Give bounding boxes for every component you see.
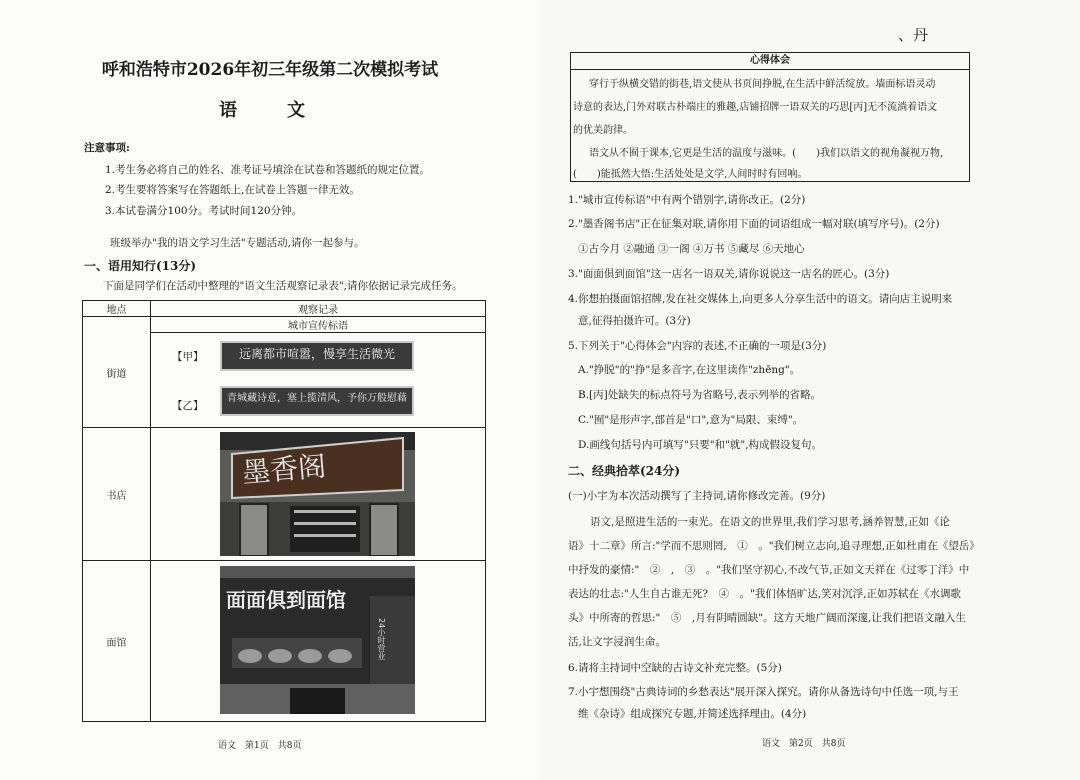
noodle-side-sign: 24小时营业 — [377, 618, 386, 661]
reflection-line: 的优美韵律。 — [573, 125, 633, 136]
notice-item: 1.考生务必将自己的姓名、准考证号填涂在试卷和答题纸的规定位置。 — [105, 164, 431, 176]
reflection-line: 穿行于纵横交错的街巷,语文使从书页间挣脱,在生活中鲜活绽放。墙面标语灵动 — [589, 79, 936, 90]
reflection-line: 诗意的表达,门外对联古朴端庄的雅趣,店铺招牌一语双关的巧思[丙]无不流淌着语文 — [573, 102, 938, 113]
option-c: C."囿"是形声字,部首是"口",意为"局限、束缚"。 — [578, 414, 804, 426]
exam-title: 呼和浩特市2026年初三年级第二次模拟考试 — [101, 60, 439, 80]
activity-intro: 班级举办"我的语文学习生活"专题活动,请你一起参与。 — [110, 237, 365, 249]
reflection-box-title: 心得体会 — [571, 53, 969, 70]
question-4: 4.你想拍摄面馆招牌,发在社交媒体上,向更多人分享生活中的语文。请向店主说明来 — [568, 293, 953, 305]
reflection-box — [570, 52, 970, 182]
row-noodle-label: 面馆 — [83, 561, 151, 722]
option-d: D.画线句括号内可填写"只要"和"就",构成假设复句。 — [578, 439, 823, 451]
option-b: B.[丙]处缺失的标点符号为省略号,表示列举的省略。 — [578, 389, 822, 401]
reflection-line-underlined: 语文从不囿于课本,它更是生活的温度与滋味。( )我们以语文的视角凝视万物, — [589, 148, 944, 159]
passage-line: 活,让文字浸润生命。 — [568, 636, 666, 648]
passage-line: 语文,是照进生活的一束光。在语文的世界里,我们学习思考,涵养智慧,正如《论 — [590, 516, 950, 528]
label-yi: 【乙】 — [172, 400, 204, 412]
slogan-yi-banner: 青城藏诗意，塞上揽清风，予你万般慰藉 — [220, 386, 414, 416]
notice-item: 3.本试卷满分100分。考试时间120分钟。 — [105, 205, 303, 217]
question-6: 6.请将主持词中空缺的古诗文补充完整。(5分) — [568, 662, 782, 674]
passage-line: 语》十二章》所言:"学而不思则罔, ① 。"我们树立志向,追寻理想,正如杜甫在《望岳》 — [568, 540, 980, 552]
row-bookstore-label: 书店 — [83, 428, 151, 561]
section1-title: 一、语用知行(13分) — [84, 259, 197, 273]
passage-line: 头》中所寄的哲思:" ⑤ ,月有阴晴圆缺"。这方天地广阔而深邃,让我们把语文融入生 — [568, 612, 966, 624]
right-footer: 语文 第2页 共8页 — [762, 739, 846, 749]
left-footer: 语文 第1页 共8页 — [218, 741, 302, 751]
label-jia: 【甲】 — [172, 351, 204, 363]
question-2-options: ①古今月 ②融通 ③一阁 ④万书 ⑤藏尽 ⑥天地心 — [578, 243, 805, 255]
question-3: 3."面面俱到面馆"这一店名一语双关,请你说说这一店名的匠心。(3分) — [568, 268, 890, 280]
subject-title: 语 文 — [219, 100, 321, 121]
bookstore-sign-text: 墨香阁 — [240, 449, 328, 490]
notice-heading: 注意事项: — [84, 142, 130, 154]
subsection-1: (一)小宇为本次活动撰写了主持词,请你修改完善。(9分) — [568, 490, 826, 502]
noodle-sign-text: 面面俱到面馆 — [226, 588, 346, 612]
passage-line: 中抒发的豪情:" ② , ③ 。"我们坚守初心,不改气节,正如文天祥在《过零丁洋》中 — [568, 564, 970, 576]
reflection-line-underlined: ( )能抵然大悟:生活处处是文学,人间时时有回响。 — [573, 169, 808, 180]
slogan-jia-banner: 远离都市喧嚣，慢享生活微光 — [220, 341, 414, 371]
question-1: 1."城市宣传标语"中有两个错别字,请你改正。(2分) — [568, 194, 806, 206]
row-street-label: 街道 — [83, 317, 151, 428]
passage-line: 表达的壮志:"人生自古谁无死? ④ 。"我们体悟旷达,笑对沉浮,正如苏轼在《水调歌 — [568, 588, 961, 600]
question-2: 2."墨香阁书店"正在征集对联,请你用下面的词语组成一幅对联(填写序号)。(2分) — [568, 218, 940, 230]
slogan-subheader: 城市宣传标语 — [151, 317, 486, 333]
col-place-header: 地点 — [83, 301, 151, 317]
question-4-cont: 意,征得拍摄许可。(3分) — [578, 315, 691, 327]
section2-title: 二、经典拾萃(24分) — [568, 464, 681, 478]
handwritten-mark: 、丹 — [898, 26, 929, 44]
option-a: A."挣脱"的"挣"是多音字,在这里读作"zhēng"。 — [578, 364, 801, 376]
question-7-cont: 维《杂诗》组成探究专题,并简述选择理由。(4分) — [578, 708, 807, 720]
question-7: 7.小宇想围绕"古典诗词的乡愁表达"展开深入探究。请你从备选诗句中任选一项,与王 — [568, 686, 959, 698]
question-5: 5.下列关于"心得体会"内容的表述,不正确的一项是(3分) — [568, 340, 827, 352]
col-record-header: 观察记录 — [151, 301, 486, 317]
notice-item: 2.考生要将答案写在答题纸上,在试卷上答题一律无效。 — [105, 184, 360, 196]
section1-intro: 下面是同学们在活动中整理的"语文生活观察记录表",请你依据记录完成任务。 — [103, 280, 463, 292]
